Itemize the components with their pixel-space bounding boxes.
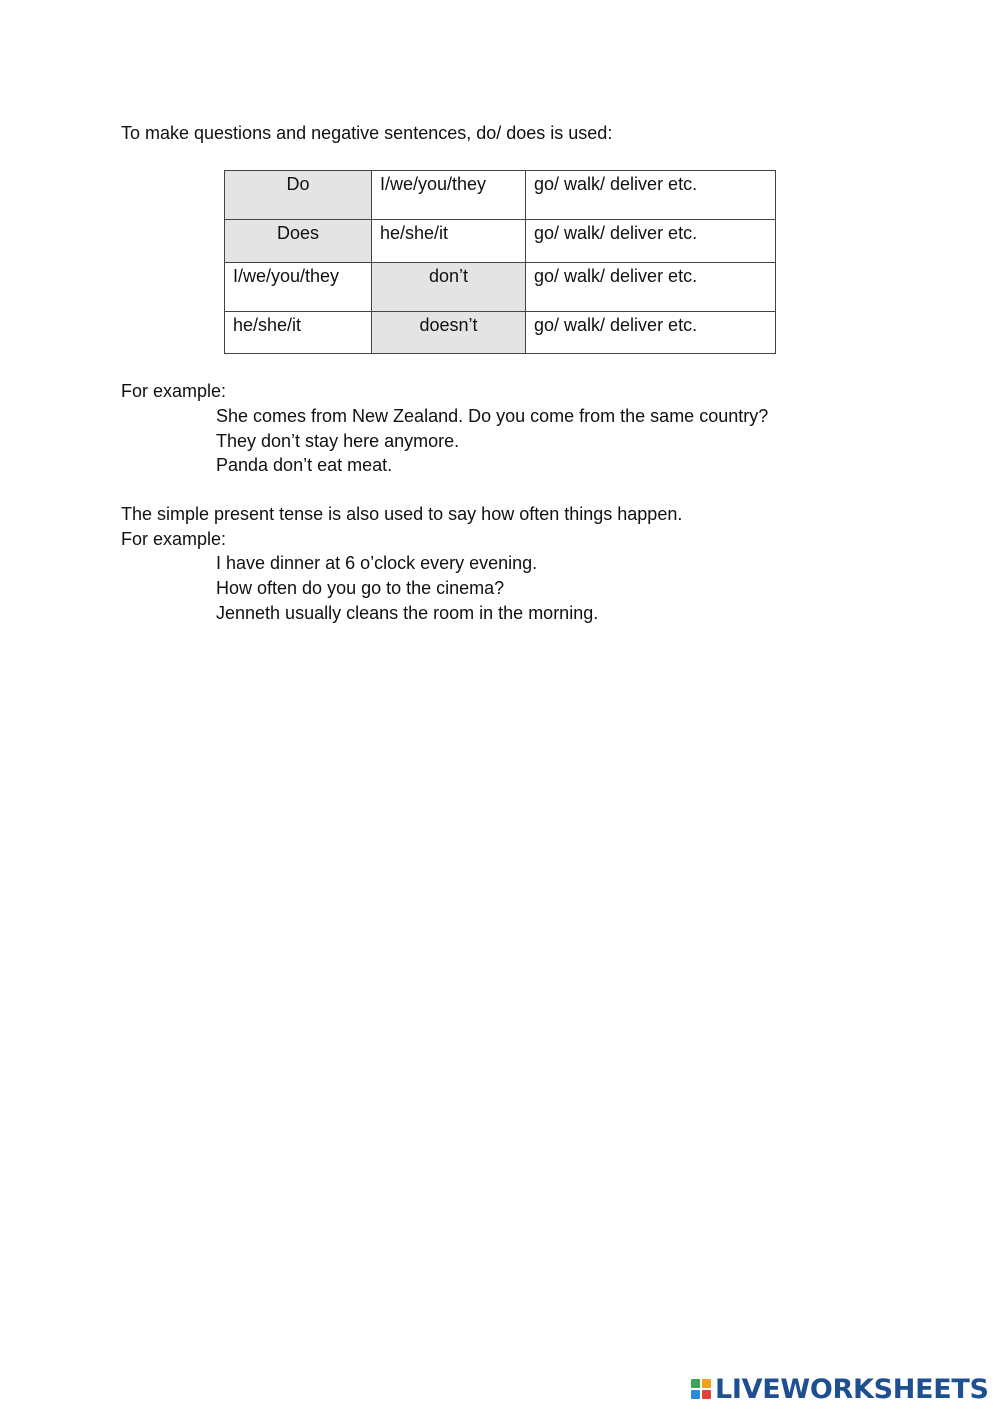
logo-blocks-icon xyxy=(691,1379,711,1399)
example-sentence: Panda don’t eat meat. xyxy=(216,455,393,475)
table-cell: go/ walk/ deliver etc. xyxy=(526,263,776,312)
table-row xyxy=(225,263,776,312)
table-row xyxy=(225,171,776,220)
table-cell: go/ walk/ deliver etc. xyxy=(526,171,776,220)
table-cell: he/she/it xyxy=(225,312,372,354)
paragraph: The simple present tense is also used to say how often things happen. xyxy=(121,504,683,524)
table-row xyxy=(225,312,776,354)
example-sentence: Jenneth usually cleans the room in the morning. xyxy=(216,603,599,623)
grammar-table xyxy=(224,170,776,354)
example-sentence: I have dinner at 6 o’clock every evening. xyxy=(216,553,538,573)
example-sentence: How often do you go to the cinema? xyxy=(216,578,505,598)
example-sentence: She comes from New Zealand. Do you come from the same country? xyxy=(216,406,769,426)
table-cell: I/we/you/they xyxy=(225,263,372,312)
logo-text: LIVEWORKSHEETS xyxy=(715,1373,989,1405)
table-cell: don’t xyxy=(372,263,526,312)
table-row xyxy=(225,220,776,263)
liveworksheets-logo[interactable] xyxy=(691,1374,989,1404)
table-cell: he/she/it xyxy=(372,220,526,263)
table-cell: doesn’t xyxy=(372,312,526,354)
table-cell: go/ walk/ deliver etc. xyxy=(526,220,776,263)
example-label: For example: xyxy=(121,381,227,401)
intro-text: To make questions and negative sentences, do/ does is used: xyxy=(121,123,613,143)
table-cell: Do xyxy=(225,171,372,220)
table-cell: go/ walk/ deliver etc. xyxy=(526,312,776,354)
table-cell: Does xyxy=(225,220,372,263)
example-label: For example: xyxy=(121,529,227,549)
table-cell: I/we/you/they xyxy=(372,171,526,220)
example-sentence: They don’t stay here anymore. xyxy=(216,431,460,451)
